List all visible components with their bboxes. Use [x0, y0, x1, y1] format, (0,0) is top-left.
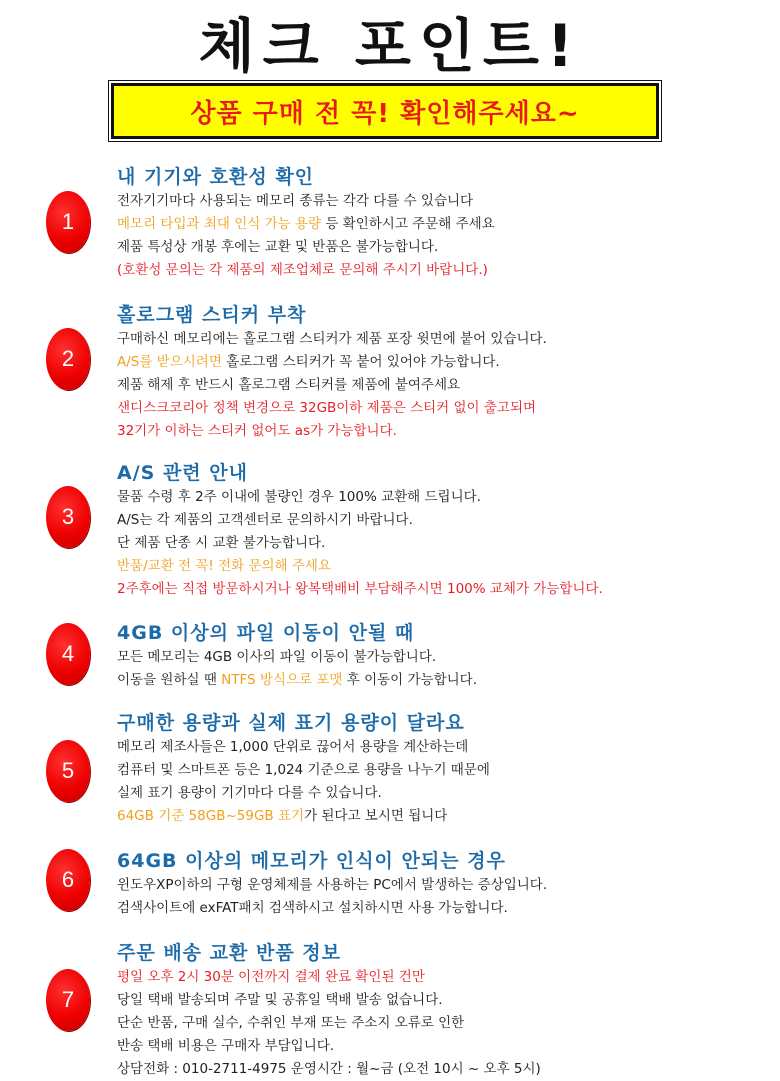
section-line	[117, 351, 547, 374]
line-text: 샌디스크코리아 정책 변경으로 32GB이하 제품은 스티커 없이 출고되며	[117, 400, 537, 416]
banner-text: 상품 구매 전 꼭! 확인해주세요~	[190, 98, 580, 129]
section-line	[117, 1058, 541, 1081]
number-badge	[46, 623, 90, 685]
badge-number: 7	[61, 987, 75, 1012]
line-text: 상담전화 : 010-2711-4975 운영시간 : 월~금 (오전 10시 ~ 오후 5시)	[117, 1061, 541, 1077]
section-line	[117, 669, 477, 692]
line-text: 메모리 타입과 최대 인식 가능 용량	[117, 216, 322, 232]
section-line	[117, 509, 603, 532]
section-line	[117, 646, 477, 669]
section-line	[117, 532, 603, 555]
section-line	[117, 989, 541, 1012]
section-line	[117, 897, 547, 920]
section-line	[117, 578, 603, 601]
section-content	[117, 710, 490, 828]
section-line	[117, 486, 603, 509]
line-text: 구매하신 메모리에는 홀로그램 스티커가 제품 포장 윗면에 붙어 있습니다.	[117, 331, 547, 347]
page-title: 체크 포인트!	[198, 12, 582, 80]
notice-banner	[111, 83, 659, 139]
line-text: 반송 택배 비용은 구매자 부담입니다.	[117, 1038, 335, 1054]
section-heading: 내 기기와 호환성 확인	[117, 166, 315, 188]
section-line	[117, 805, 490, 828]
line-text: (호환성 문의는 각 제품의 제조업체로 문의해 주시기 바랍니다.)	[117, 262, 488, 278]
line-text: 32기가 이하는 스티커 없어도 as가 가능합니다.	[117, 423, 397, 439]
number-badge	[46, 969, 90, 1031]
line-text: 홀로그램 스티커가 꼭 붙어 있어야 가능합니다.	[221, 354, 500, 370]
section-line	[117, 213, 495, 236]
section-heading: 4GB 이상의 파일 이동이 안될 때	[117, 622, 415, 644]
section-line	[117, 236, 495, 259]
line-text: 컴퓨터 및 스마트폰 등은 1,024 기준으로 용량을 나누기 때문에	[117, 762, 490, 778]
number-badge	[46, 191, 90, 253]
section-line	[117, 328, 547, 351]
section-line	[117, 759, 490, 782]
line-text: 제품 해제 후 반드시 홀로그램 스티커를 제품에 붙여주세요	[117, 377, 461, 393]
section-content	[117, 302, 547, 443]
line-text: NTFS 방식으로 포맷	[221, 672, 343, 688]
section-content	[117, 848, 547, 920]
line-text: 반품/교환 전 꼭! 전화 문의해 주세요	[117, 558, 331, 574]
section-heading: A/S 관련 안내	[117, 462, 248, 484]
number-badge	[46, 486, 90, 548]
line-text: 제품 특성상 개봉 후에는 교환 및 반품은 불가능합니다.	[117, 239, 439, 255]
line-text: 전자기기마다 사용되는 메모리 종류는 각각 다를 수 있습니다	[117, 193, 474, 209]
badge-number: 2	[61, 346, 75, 371]
number-badge	[46, 849, 90, 911]
line-text: A/S는 각 제품의 고객센터로 문의하시기 바랍니다.	[117, 512, 413, 528]
section-line	[117, 874, 547, 897]
line-text: 이동을 원하실 땐	[117, 672, 222, 688]
section-heading: 구매한 용량과 실제 표기 용량이 달라요	[117, 712, 465, 734]
section-line	[117, 190, 495, 213]
line-text: 등 확인하시고 주문해 주세요	[321, 216, 495, 232]
section-line	[117, 1012, 541, 1035]
section-line	[117, 259, 495, 282]
section-heading: 64GB 이상의 메모리가 인식이 안되는 경우	[117, 850, 506, 872]
line-text: 윈도우XP이하의 구형 운영체제를 사용하는 PC에서 발생하는 증상입니다.	[117, 877, 548, 893]
section-heading: 주문 배송 교환 반품 정보	[117, 942, 341, 964]
number-badge	[46, 740, 90, 802]
line-text: 메모리 제조사들은 1,000 단위로 끊어서 용량을 계산하는데	[117, 739, 469, 755]
line-text: 평일 오후 2시 30분 이전까지 결제 완료 확인된 건만	[117, 969, 425, 985]
line-text: 실제 표기 용량이 기기마다 다를 수 있습니다.	[117, 785, 382, 801]
badge-number: 4	[61, 641, 75, 666]
number-badge	[46, 328, 90, 390]
section-line	[117, 782, 490, 805]
section-line	[117, 420, 547, 443]
section-line	[117, 736, 490, 759]
line-text: 당일 택배 발송되며 주말 및 공휴일 택배 발송 없습니다.	[117, 992, 443, 1008]
line-text: 검색사이트에 exFAT패치 검색하시고 설치하시면 사용 가능합니다.	[117, 900, 508, 916]
section-line	[117, 397, 547, 420]
section-heading: 홀로그램 스티커 부착	[117, 304, 307, 326]
badge-number: 3	[61, 504, 75, 529]
badge-number: 6	[61, 867, 75, 892]
line-text: 단 제품 단종 시 교환 불가능합니다.	[117, 535, 326, 551]
line-text: 가 된다고 보시면 됩니다	[304, 808, 448, 824]
line-text: 후 이동이 가능합니다.	[342, 672, 477, 688]
section-content	[117, 164, 495, 282]
section-content	[117, 460, 603, 601]
section-line	[117, 374, 547, 397]
line-text: A/S를 받으시려면	[117, 354, 222, 370]
badge-number: 5	[61, 758, 75, 783]
section-line	[117, 966, 541, 989]
line-text: 물품 수령 후 2주 이내에 불량인 경우 100% 교환해 드립니다.	[117, 489, 481, 505]
section-content	[117, 620, 477, 692]
line-text: 모든 메모리는 4GB 이사의 파일 이동이 불가능합니다.	[117, 649, 437, 665]
badge-number: 1	[61, 209, 75, 234]
line-text: 2주후에는 직접 방문하시거나 왕복택배비 부담해주시면 100% 교체가 가능합니다.	[117, 581, 603, 597]
section-line	[117, 1035, 541, 1058]
section-line	[117, 555, 603, 578]
section-content	[117, 940, 541, 1081]
line-text: 단순 반품, 구매 실수, 수취인 부재 또는 주소지 오류로 인한	[117, 1015, 465, 1031]
line-text: 64GB 기준 58GB~59GB 표기	[117, 808, 305, 824]
